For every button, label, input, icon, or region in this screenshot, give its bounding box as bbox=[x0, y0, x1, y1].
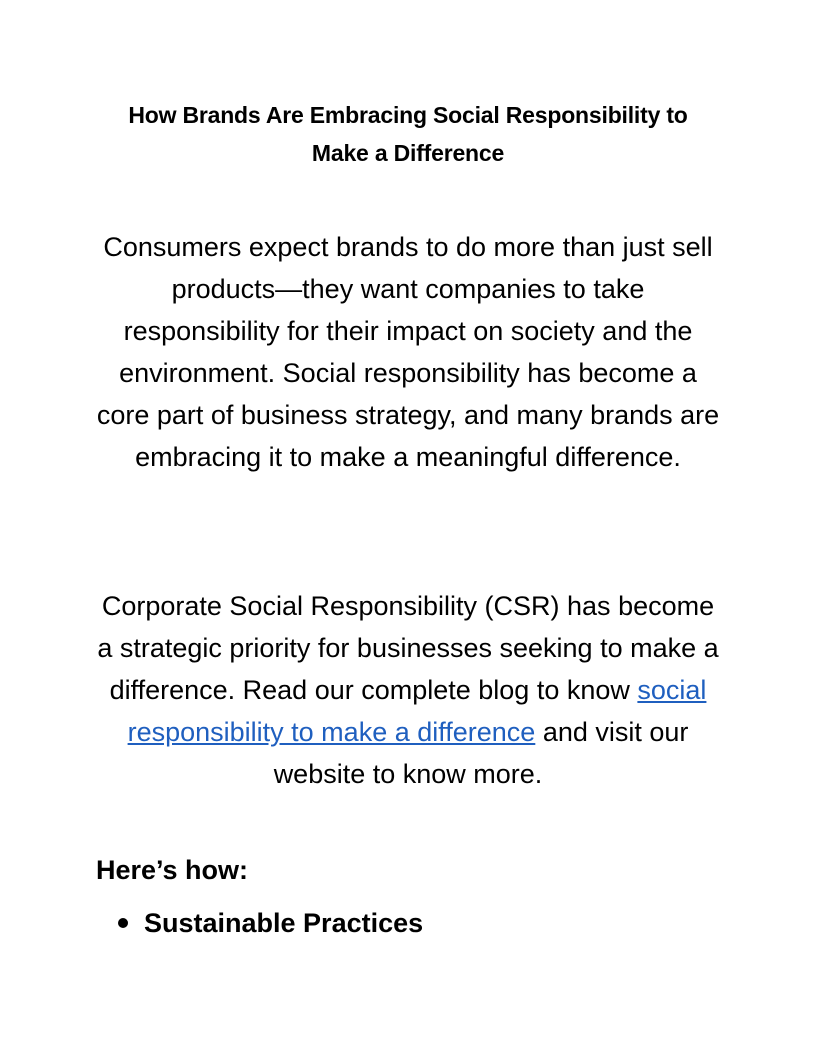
csr-text-before-link: Corporate Social Responsibility (CSR) has become a strategic priority for businesses seeking to make a difference. Read our complete blog to know bbox=[97, 591, 719, 705]
blog-link[interactable]: social responsibility to make a difference bbox=[127, 675, 707, 747]
title-line-1: How Brands Are Embracing Social Responsibility to bbox=[128, 102, 688, 128]
title-line-2: Make a Difference bbox=[311, 140, 505, 166]
csr-text-after-link: and visit our website to know more. bbox=[273, 717, 689, 789]
document-title bbox=[90, 96, 726, 172]
section-heading: Here’s how: bbox=[96, 855, 249, 885]
intro-paragraph: Consumers expect brands to do more than just sell products—they want companies to take responsibility for their impact on society and the environment. Social responsibility has become a core part of business strategy, and many brands are embracing it to make a meaningful difference. bbox=[96, 232, 720, 472]
bullet-list bbox=[118, 903, 423, 943]
bullet-icon bbox=[118, 918, 128, 928]
csr-paragraph bbox=[92, 585, 724, 795]
bullet-text: Sustainable Practices bbox=[144, 908, 424, 938]
list-item bbox=[118, 903, 423, 943]
